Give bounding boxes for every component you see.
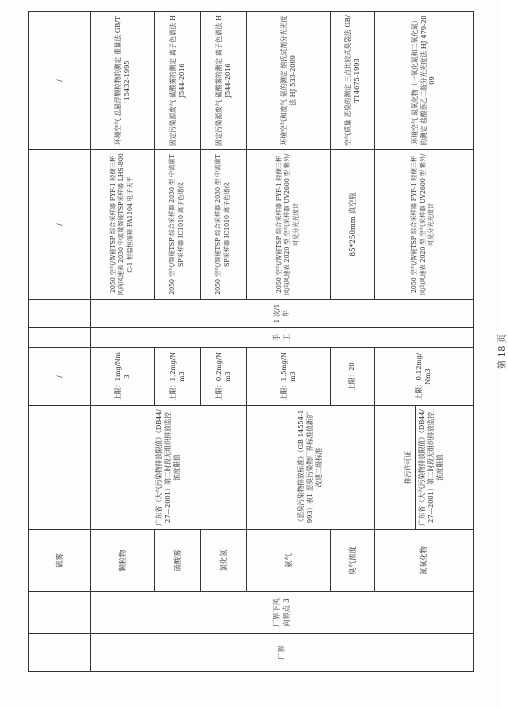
instrument-cell: 2050 空气/智能TSP 综合采样器 FYF-1 轻便三杯风向风速表 2020 型 空气采样器 UV2600 型 紫外/可见分光光度计 — [375, 150, 474, 300]
limit-cell: 上限：1.2mg/Nm3 — [155, 348, 201, 406]
area-cell — [29, 634, 91, 672]
instrument-cell: 2050 空气/智能TSP 综合采样器 2030 型 中流量TSP采样器 IC1010 离子色谱仪 — [155, 150, 201, 300]
analysis-method-cell: 空气质量 恶臭的测定 三点比较式臭袋法 GB/T14675-1993 — [331, 12, 375, 150]
point-cell — [29, 592, 91, 634]
limit-cell: 上限：1mg/Nm3 — [91, 348, 155, 406]
standard-cell: 广东省《大气污染物排放限值》（DB44/27—2001）第二时段无组织排放监控浓度限值 — [91, 406, 247, 530]
monitor-method-cell: 手工 — [91, 328, 474, 348]
analysis-method-cell: 环境空气 总悬浮颗粒物的测定 重量法 GB/T 15432-1995 — [91, 12, 155, 150]
pollutant-cell: 臭气浓度 — [331, 530, 375, 592]
monitoring-table — [28, 11, 474, 672]
table-row — [91, 12, 155, 672]
instrument-cell: 85*250mm 真空瓶 — [331, 150, 375, 300]
area-cell: 厂界 — [91, 634, 474, 672]
limit-cell: 上限：0.2mg/Nm3 — [201, 348, 247, 406]
pollutant-cell: 氯化氢 — [201, 530, 247, 592]
point-cell: 厂界下风向界点 3 — [91, 592, 474, 634]
standard-text: 广东省《大气污染物排放限值》（DB44/27—2001）第二时段无组织排放监控浓度限值 — [418, 409, 444, 526]
analysis-method-cell: / — [29, 12, 91, 150]
instrument-cell: 2050 空气/智能TSP 综合采样器 2030 型 中流量TSP采样器 IC1010 离子色谱仪 — [201, 150, 247, 300]
frequency-cell — [29, 300, 91, 328]
table-row — [29, 12, 91, 672]
page-number: 第 18 页 — [498, 333, 508, 370]
pollutant-cell: 氮氧化物 — [375, 530, 474, 592]
standard-cell — [29, 406, 91, 530]
instrument-cell: / — [29, 150, 91, 300]
pollutant-cell: 颗粒物 — [91, 530, 155, 592]
frequency-cell: 1 次/1 年 — [91, 300, 474, 328]
pollutant-cell: 硫酸雾 — [155, 530, 201, 592]
limit-cell: 上限：20 — [331, 348, 375, 406]
standard-label: 排污许可证 — [402, 406, 416, 529]
analysis-method-cell: 环境空气 氮氧化物（一氧化氮和二氧化氮）的测定 盐酸萘乙二胺分光光度法 HJ 479-2009 — [375, 12, 474, 150]
analysis-method-cell: 固定污染源废气 硫酸雾的测定 离子色谱法 HJ544-2016 — [155, 12, 201, 150]
limit-cell: 上限：0.12mg/Nm3 — [375, 348, 474, 406]
pollutant-cell: 硫雾 — [29, 530, 91, 592]
limit-cell: 上限：1.5mg/Nm3 — [247, 348, 331, 406]
monitor-method-cell — [29, 328, 91, 348]
instrument-cell: 2050 空气/智能TSP 综合采样器 FYF-1 轻便三杯风向风速表 2030 中流量智能TSP采样器 LHS-800C-1 恒温恒湿箱 FA1104 电子天平 — [91, 150, 155, 300]
rotated-table-wrapper — [28, 12, 473, 672]
standard-cell: 《恶臭污染物排放标准》（GB 14554-1993）表1 恶臭污染物厂界标准值新扩改建二级标准 — [247, 406, 375, 530]
standard-cell — [375, 406, 474, 530]
analysis-method-cell: 环境空气和废气 氨的测定 纳氏试剂分光光度法 HJ 533-2009 — [247, 12, 331, 150]
instrument-cell: 2050 空气/智能TSP 综合采样器 FYF-1 轻便三杯风向风速表 2020 型 空气采样器 UV2600 型 紫外/可见分光光度计 — [247, 150, 331, 300]
pollutant-cell: 氨气 — [247, 530, 331, 592]
limit-cell: / — [29, 348, 91, 406]
analysis-method-cell: 固定污染源废气 硫酸雾的测定 离子色谱法 HJ544-2016 — [201, 12, 247, 150]
